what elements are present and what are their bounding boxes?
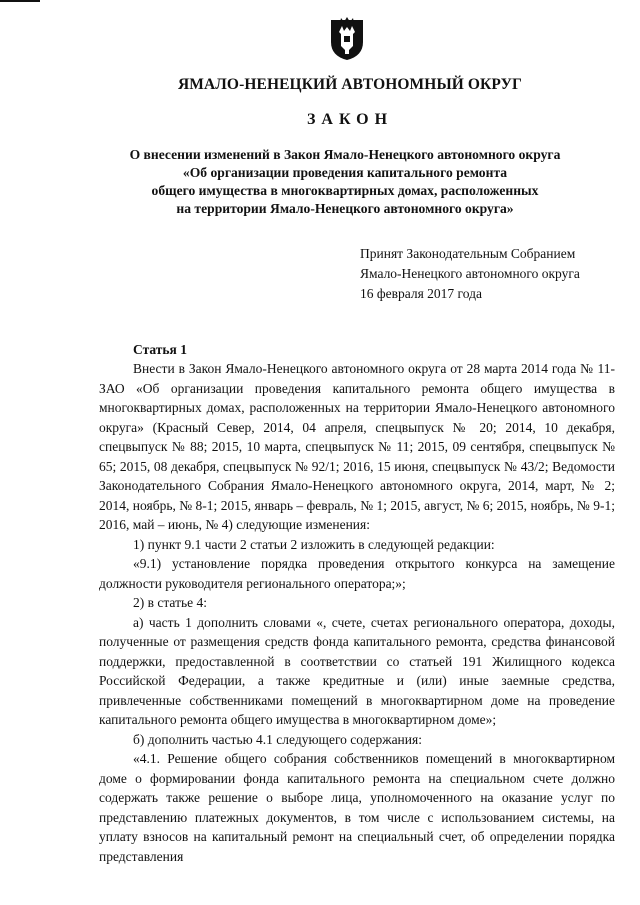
article-body bbox=[99, 359, 615, 866]
law-title-line: О внесении изменений в Закон Ямало-Ненецкого автономного округа bbox=[129, 147, 561, 162]
document-type: ЗАКОН bbox=[306, 111, 394, 128]
article-paragraph: «4.1. Решение общего собрания собственников помещений в многоквартирном доме о формировании фонда капитального ремонта на специальном счете должно содержать также решение о выборе лица, уполномоченного на оказание услуг по представлению платежных документов, в том числе с использованием системы, на уплату взносов на капитальный ремонт на специальный счет, об определении порядка представления bbox=[99, 751, 615, 864]
law-title bbox=[80, 146, 610, 218]
law-title-line: «Об организации проведения капитального ремонта bbox=[182, 165, 508, 180]
article-paragraph: б) дополнить частью 4.1 следующего содержания: bbox=[133, 731, 422, 747]
region-name: ЯМАЛО-НЕНЕЦКИЙ АВТОНОМНЫЙ ОКРУГ bbox=[177, 76, 523, 93]
adoption-date: 16 февраля 2017 года bbox=[360, 286, 482, 301]
coat-of-arms-emblem-icon bbox=[327, 16, 367, 62]
article-heading: Статья 1 bbox=[133, 342, 187, 357]
article-paragraph: а) часть 1 дополнить словами «, счете, счетах регионального оператора, доходы, полученные от размещения средств фонда капитального ремонта, средства финансовой поддержки, предоставленной в соответствии со статьей 191 Жилищного кодекса Российской Федерации, а также кредитные и (или) иные заемные средства, привлеченные собственниками помещений в многоквартирном доме на проведение капитального ремонта общего имущества в многоквартирном доме»; bbox=[99, 614, 615, 727]
law-title-line: на территории Ямало-Ненецкого автономного округа» bbox=[176, 201, 514, 216]
adoption-line: Принят Законодательным Собранием bbox=[360, 246, 576, 261]
scan-corner-mark bbox=[0, 0, 40, 2]
article-paragraph: «9.1) установление порядка проведения открытого конкурса на замещение должности руководителя регионального оператора;»; bbox=[99, 556, 615, 591]
adoption-line: Ямало-Ненецкого автономного округа bbox=[360, 266, 580, 281]
article-paragraph: 1) пункт 9.1 части 2 статьи 2 изложить в следующей редакции: bbox=[133, 536, 495, 552]
law-title-line: общего имущества в многоквартирных домах, расположенных bbox=[151, 183, 539, 198]
article-paragraph: 2) в статье 4: bbox=[133, 595, 207, 610]
adoption-note bbox=[360, 244, 620, 304]
article-paragraph: Внести в Закон Ямало-Ненецкого автономного округа от 28 марта 2014 года № 11-ЗАО «Об организации проведения капитального ремонта общего имущества в многоквартирных домах, расположенных на территории Ямало-Ненецкого автономного округа» (Красный Север, 2014, 04 апреля, спецвыпуск № 20; 2014, 10 декабря, спецвыпуск № 88; 2015, 10 марта, спецвыпуск № 11; 2015, 09 сентября, спецвыпуск № 65; 2015, 08 декабря, спецвыпуск № 92/1; 2016, 15 июня, спецвыпуск № 43/2; Ведомости Законодательного Собрания Ямало-Ненецкого автономного округа, 2014, март, № 2; 2014, ноябрь, № 8-1; 2015, январь – февраль, № 1; 2015, август, № 6; 2015, ноябрь, № 9-1; 2016, май – июнь, № 4) следующие изменения: bbox=[99, 361, 615, 532]
